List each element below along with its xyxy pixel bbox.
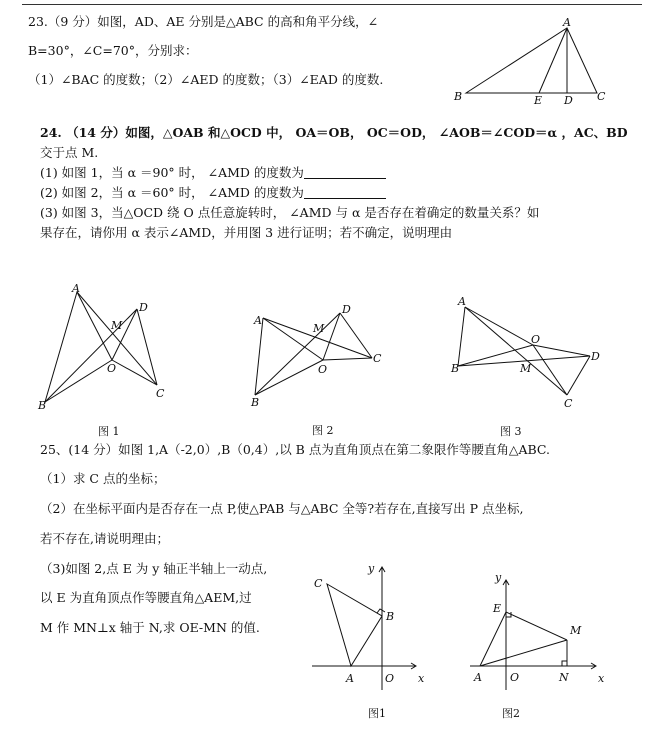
fig1-label-c: C xyxy=(156,387,165,400)
q23-line-2: B=30°，∠C=70°，分别求： xyxy=(28,43,198,58)
q25-fig2-label-n: N xyxy=(559,671,569,684)
q25-fig1-label-a: A xyxy=(346,672,354,685)
fig1-label-o: O xyxy=(107,362,117,375)
fig2-label-b: B xyxy=(251,396,260,409)
q23-label-c: C xyxy=(597,90,606,103)
q25-line-5: （3)如图 2,点 E 为 y 轴正半轴上一动点, xyxy=(40,561,268,576)
fig2-label-m: M xyxy=(313,322,325,335)
q25-fig2-label-e: E xyxy=(493,602,502,615)
q24-fig2-caption: 图 2 xyxy=(312,424,334,437)
q24-line-3-text: (1) 如图 1，当 α ＝90° 时， ∠AMD 的度数为 xyxy=(40,165,304,180)
q25-line-3: （2）在坐标平面内是否存在一点 P,使△PAB 与△ABC 全等?若存在,直接写出 P 点坐标, xyxy=(40,501,524,516)
q25-fig2-caption: 图2 xyxy=(502,707,520,720)
fig3-label-c: C xyxy=(564,397,573,410)
q24-line-5: (3) 如图 3，当△OCD 绕 O 点任意旋转时， ∠AMD 与 α 是否存在着确定的数量关系？如 xyxy=(40,205,540,220)
q25-line-1: 25、(14 分）如图 1,A（-2,0）,B（0,4）,以 B 点为直角顶点在第二象限作等腰直角△ABC. xyxy=(40,442,550,457)
fig1-label-m: M xyxy=(111,319,123,332)
q25-fig1-label-y: y xyxy=(368,562,375,575)
q25-line-6: 以 E 为直角顶点作等腰直角△AEM,过 xyxy=(40,590,252,605)
fig1-label-d: D xyxy=(139,301,148,314)
q24-fig3-caption: 图 3 xyxy=(500,425,522,438)
q25-fig2-label-o: O xyxy=(510,671,520,684)
q24-fig1-caption: 图 1 xyxy=(98,425,120,438)
fig3-label-a: A xyxy=(458,295,466,308)
fig3-label-m: M xyxy=(520,362,532,375)
q25-fig1-label-x: x xyxy=(418,672,425,685)
q24-line-6: 果存在，请你用 α 表示∠AMD，并用图 3 进行证明；若不确定，说明理由 xyxy=(40,225,453,240)
q25-line-4: 若不存在,请说明理由； xyxy=(40,531,169,546)
q25-line-2: （1）求 C 点的坐标； xyxy=(40,471,166,486)
fig2-label-d: D xyxy=(342,303,351,316)
fig1-label-a: A xyxy=(72,282,80,295)
q25-fig1-label-c: C xyxy=(314,577,323,590)
q25-fig1-label-o: O xyxy=(385,672,395,685)
q23-label-e: E xyxy=(534,94,543,107)
q23-line-1: 23.（9 分）如图，AD、AE 分别是△ABC 的高和角平分线，∠ xyxy=(28,14,379,29)
fig1-label-b: B xyxy=(38,399,47,412)
fig3-label-d: D xyxy=(591,350,600,363)
q23-label-b: B xyxy=(454,90,463,103)
q25-fig1-label-b: B xyxy=(386,610,395,623)
fig2-label-a: A xyxy=(254,314,262,327)
q24-line-4-text: (2) 如图 2，当 α ＝60° 时， ∠AMD 的度数为 xyxy=(40,185,304,200)
q25-fig2-label-x: x xyxy=(598,672,605,685)
q23-label-a: A xyxy=(563,16,571,29)
q25-line-7: M 作 MN⊥x 轴于 N,求 OE-MN 的值. xyxy=(40,620,260,635)
fig2-label-c: C xyxy=(373,352,382,365)
fig2-label-o: O xyxy=(318,363,328,376)
q24-line-2: 交于点 M. xyxy=(40,145,99,160)
q24-line-1: 24. （14 分）如图，△OAB 和△OCD 中， OA＝OB， OC＝OD， ∠AOB＝∠COD＝α ，AC、BD xyxy=(40,125,628,140)
q25-fig1-caption: 图1 xyxy=(368,707,386,720)
q25-fig2-label-m: M xyxy=(570,624,582,637)
q25-fig2-label-a: A xyxy=(474,671,482,684)
fig3-label-o: O xyxy=(531,333,541,346)
q25-fig2-label-y: y xyxy=(495,571,502,584)
fig3-label-b: B xyxy=(451,362,460,375)
q23-label-d: D xyxy=(564,94,573,107)
q23-line-3: （1）∠BAC 的度数；（2）∠AED 的度数；（3）∠EAD 的度数. xyxy=(28,72,384,87)
